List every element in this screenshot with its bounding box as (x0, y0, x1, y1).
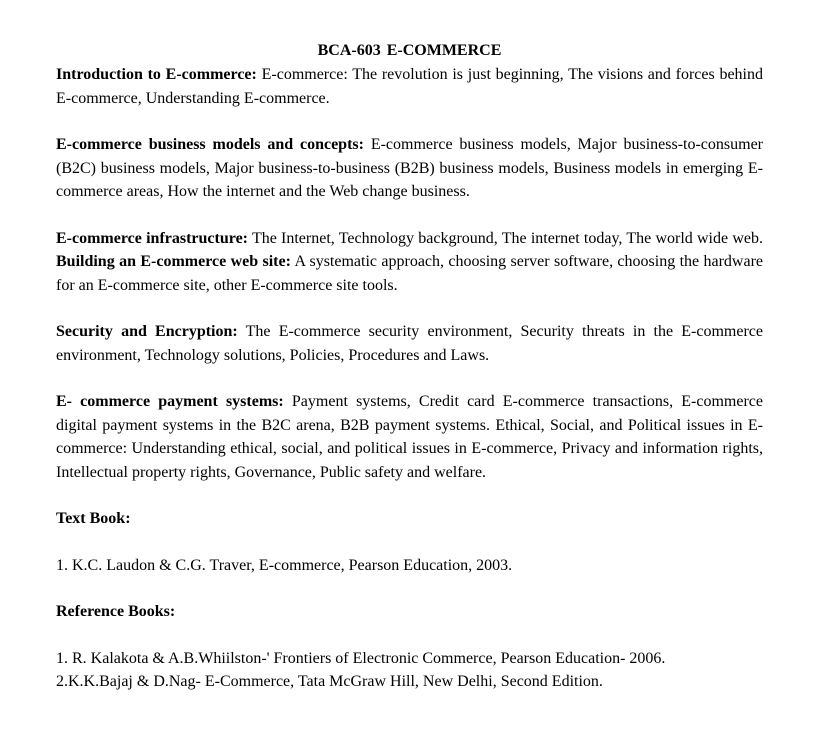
section-text: The E-commerce security environment, Security threats in the E-commerce environment, Technology solutions, Policies, Procedures and Laws. (56, 323, 763, 364)
reference-book-item: 2.K.K.Bajaj & D.Nag- E-Commerce, Tata McGraw Hill, New Delhi, Second Edition. (56, 673, 603, 690)
section-heading: Introduction to E-commerce: (56, 66, 257, 83)
section-heading: Security and Encryption: (56, 323, 238, 340)
reference-book-item: 1. R. Kalakota & A.B.Whiilston-' Frontiers of Electronic Commerce, Pearson Education- 2006. (56, 649, 666, 667)
text-book-item: 1. K.C. Laudon & C.G. Traver, E-commerce, Pearson Education, 2003. (56, 556, 513, 574)
section-heading: E- commerce payment systems: (56, 393, 284, 410)
page-title: BCA-603 E-COMMERCE (317, 42, 502, 59)
text-book-heading: Text Book: (56, 510, 131, 527)
section-heading: E-commerce infrastructure: (56, 229, 248, 247)
section-text: E-commerce business models, Major business-to-consumer (B2C) business models, Major business-to-business (B2B) business models, Business models in emerging E-commerce areas, How the internet and the Web change business. (56, 136, 764, 200)
section-text: A systematic approach, choosing server software, choosing the hardware for an E-commerce site, other E-commerce site tools. (56, 253, 764, 294)
section-payment-systems (56, 390, 763, 484)
section-security (56, 320, 763, 367)
reference-books-heading: Reference Books: (56, 603, 176, 620)
section-introduction (56, 63, 763, 110)
section-text: Payment systems, Credit card E-commerce transactions, E-commerce digital payment systems in the B2C arena, B2B payment systems. Ethical, Social, and Political issues in E-commerce: Understanding ethical, social, and political issues in E-commerce, Privacy and information rights, Intellectual property rights, Governance, Public safety and welfare. (56, 393, 764, 481)
section-text: The Internet, Technology background, The internet today, The world wide web. (251, 229, 763, 247)
section-subheading: Building an E-commerce web site: (56, 253, 291, 270)
spacer (56, 577, 763, 600)
section-business-models (56, 133, 763, 204)
section-heading: E-commerce business models and concepts: (56, 136, 364, 153)
syllabus-page (56, 39, 763, 694)
section-infrastructure (56, 227, 763, 298)
section-text: E-commerce: The revolution is just beginning, The visions and forces behind E-commerce, Understanding E-commerce. (56, 66, 764, 107)
